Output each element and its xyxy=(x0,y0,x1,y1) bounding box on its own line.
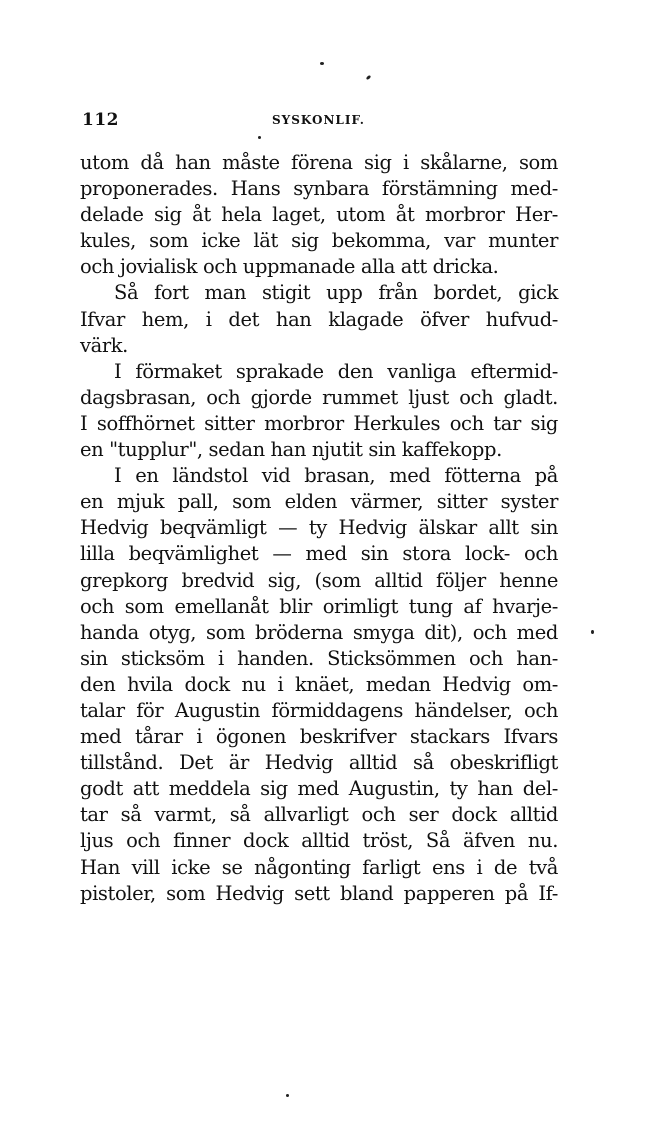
text-line: och som emellanåt blir orimligt tung af hvarje- xyxy=(80,594,558,618)
text-line: I förmaket sprakade den vanliga eftermid- xyxy=(114,359,558,383)
text-line: tar så varmt, så allvarligt och ser dock alltid xyxy=(80,803,558,827)
text-line: Han vill icke se någonting farligt ens i de två xyxy=(80,855,558,879)
text-line: utom då han måste förena sig i skålarne, som xyxy=(80,151,558,174)
ink-speck xyxy=(258,136,261,139)
text-line: Hedvig beqvämligt — ty Hedvig älskar allt sin xyxy=(80,516,558,540)
text-line: tillstånd. Det är Hedvig alltid så obeskrifligt xyxy=(80,751,558,775)
text-line: grepkorg bredvid sig, (som alltid följer henne xyxy=(80,568,558,592)
ink-speck xyxy=(591,630,594,634)
running-head: SYSKONLIF. xyxy=(272,113,365,127)
ink-speck xyxy=(286,1094,289,1097)
text-line: dagsbrasan, och gjorde rummet ljust och gladt. xyxy=(80,385,558,409)
text-line: talar för Augustin förmiddagens händelser, och xyxy=(80,698,558,722)
text-line: I soffhörnet sitter morbror Herkules och tar sig xyxy=(80,411,558,435)
text-line: I en ländstol vid brasan, med fötterna på xyxy=(114,464,558,488)
text-line: Ifvar hem, i det han klagade öfver hufvud- xyxy=(80,307,558,331)
text-line: ljus och finner dock alltid tröst, Så äfven nu. xyxy=(80,829,558,853)
ink-speck xyxy=(366,75,372,81)
page-number: 112 xyxy=(82,110,119,130)
ink-speck xyxy=(320,62,324,65)
text-line: proponerades. Hans synbara förstämning med- xyxy=(80,177,558,201)
page-header xyxy=(82,110,560,130)
text-line: med tårar i ögonen beskrifver stackars Ifvars xyxy=(80,725,558,749)
text-line: lilla beqvämlighet — med sin stora lock- och xyxy=(80,542,558,566)
text-line: den hvila dock nu i knäet, medan Hedvig om- xyxy=(80,672,558,696)
text-line: och jovialisk och uppmanade alla att dricka. xyxy=(80,255,499,279)
text-line: delade sig åt hela laget, utom åt morbror Her- xyxy=(80,203,558,227)
text-line: godt att meddela sig med Augustin, ty han del- xyxy=(80,777,558,801)
text-line: en mjuk pall, som elden värmer, sitter syster xyxy=(80,490,558,514)
text-line: pistoler, som Hedvig sett bland papperen på If- xyxy=(80,881,558,905)
text-line: handa otyg, som bröderna smyga dit), och med xyxy=(80,620,558,644)
text-line: en "tupplur", sedan han njutit sin kaffekopp. xyxy=(80,438,502,462)
text-line: Så fort man stigit upp från bordet, gick xyxy=(114,281,558,305)
text-line: sin sticksöm i handen. Sticksömmen och han- xyxy=(80,646,558,670)
text-line: värk. xyxy=(80,333,128,357)
text-line: kules, som icke lät sig bekomma, var munter xyxy=(80,229,558,253)
body-text xyxy=(80,150,558,907)
